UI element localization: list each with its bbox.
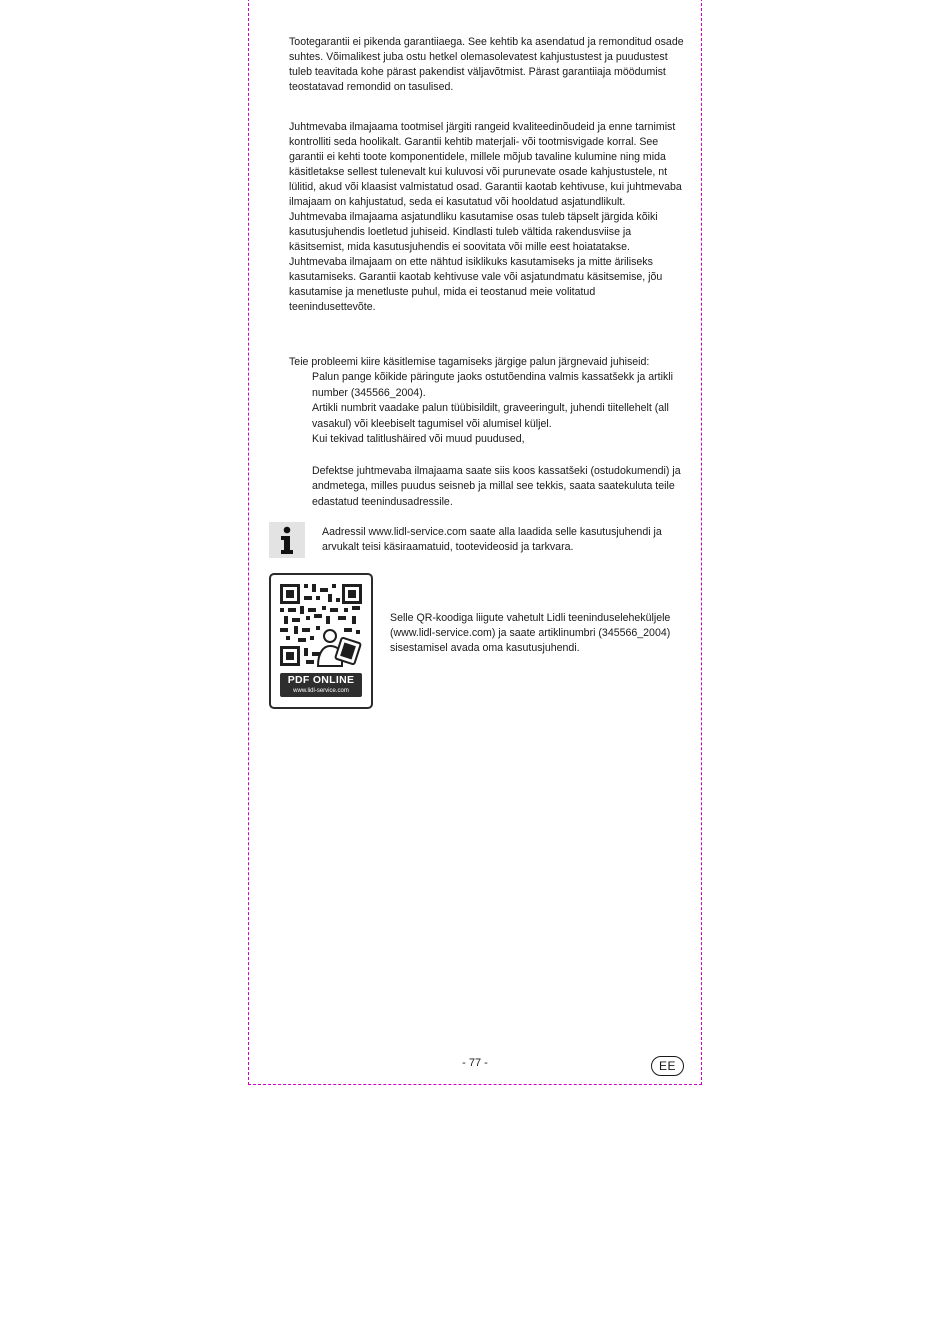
processing-instructions-list	[312, 370, 684, 510]
qr-code-icon	[280, 584, 362, 670]
list-item: Kui tekivad talitlushäired või muud puudused,	[312, 433, 525, 445]
country-badge: EE	[651, 1056, 684, 1076]
processing-intro-text: Teie probleemi kiire käsitlemise tagamiseks järgige palun järgnevaid juhiseid:	[289, 356, 650, 368]
pdf-online-url: www.lidl-service.com	[293, 688, 349, 694]
list-item: Palun pange kõikide päringute jaoks ostutõendina valmis kassatšekk ja artikli number (345566_2004).	[312, 371, 673, 399]
pdf-online-title: PDF ONLINE	[287, 674, 355, 686]
info-note: Aadressil www.lidl-service.com saate alla laadida selle kasutusjuhendi ja arvukalt teisi käsiraamatuid, tootevideosid ja tarkvara.	[322, 526, 662, 553]
info-icon	[269, 522, 305, 558]
qr-description: Selle QR-koodiga liigute vahetult Lidli teeninduseleheküljele (www.lidl-service.com) ja saate artiklinumbri (345566_2004) sisestamisel avada oma kasutusjuhendi.	[390, 612, 671, 654]
warranty-period-text: Tootegarantii ei pikenda garantiiaega. See kehtib ka asendatud ja remonditud osade suhtes. Võimalikest juba ostu hetkel olemasolevatest kahjustustest ja puudustest tuleb teavitada kohe pärast pakendist väljavõtmist. Pärast garantiiaja möödumist teostatavad remondid on tasulised.	[289, 36, 684, 93]
list-item: Defektse juhtmevaba ilmajaama saate siis koos kassatšeki (ostudokumendi) ja andmetega, milles puudus seisneb ja millal see tekkis, saata saatekuluta teile edastatud teenindusadressile.	[312, 464, 681, 508]
list-item: Artikli numbrit vaadake palun tüübisildilt, graveeringult, juhendi tiitellehelt (all vasakul) või kleebiselt tagumisel või alumisel küljel.	[312, 402, 669, 430]
processing-intro	[289, 355, 684, 370]
warranty-scope-paragraph-2: Juhtmevaba ilmajaam on ette nähtud isiklikuks kasutamiseks ja mitte äriliseks kasutamiseks. Garantii kaotab kehtivuse vale või asjatundmatu käsitsemise, jõu kasutamise ja menetluste puhul, mida ei teostanud meie volitatud teenindusettevõte.	[289, 256, 663, 313]
warranty-scope-section	[289, 120, 684, 315]
page-number: - 77 -	[462, 1057, 488, 1069]
pdf-online-label	[280, 673, 362, 697]
warranty-scope-paragraph-1: Juhtmevaba ilmajaama tootmisel järgiti rangeid kvaliteedinõudeid ja enne tarnimist kontrolliti seda hoolikalt. Garantii kehtib materjali- või tootmisvigade korral. See garantii ei kehti toote komponentidele, millele mõjub tavaline kulumine ning mida käsitletakse sellest tulenevalt kui kuluvosi või purunevate osade kahjustustele, nt lülitid, akud või klaasist valmistatud osad. Garantii kaotab kehtivuse, kui juhtmevaba ilmajaam on kahjustatud, seda ei kasutatud või hooldatud asjatundlikult. Juhtmevaba ilmajaama asjatundliku kasutamise osas tuleb täpselt järgida kõiki kasutusjuhendis loetletud juhiseid. Kindlasti tuleb vältida rakendusviise ja käsitsemist, mida kasutusjuhendis ei soovitata või mille eest hoiatatakse.	[289, 121, 682, 253]
warranty-period-paragraph	[289, 35, 684, 95]
pdf-online-qr-badge[interactable]	[269, 573, 373, 709]
